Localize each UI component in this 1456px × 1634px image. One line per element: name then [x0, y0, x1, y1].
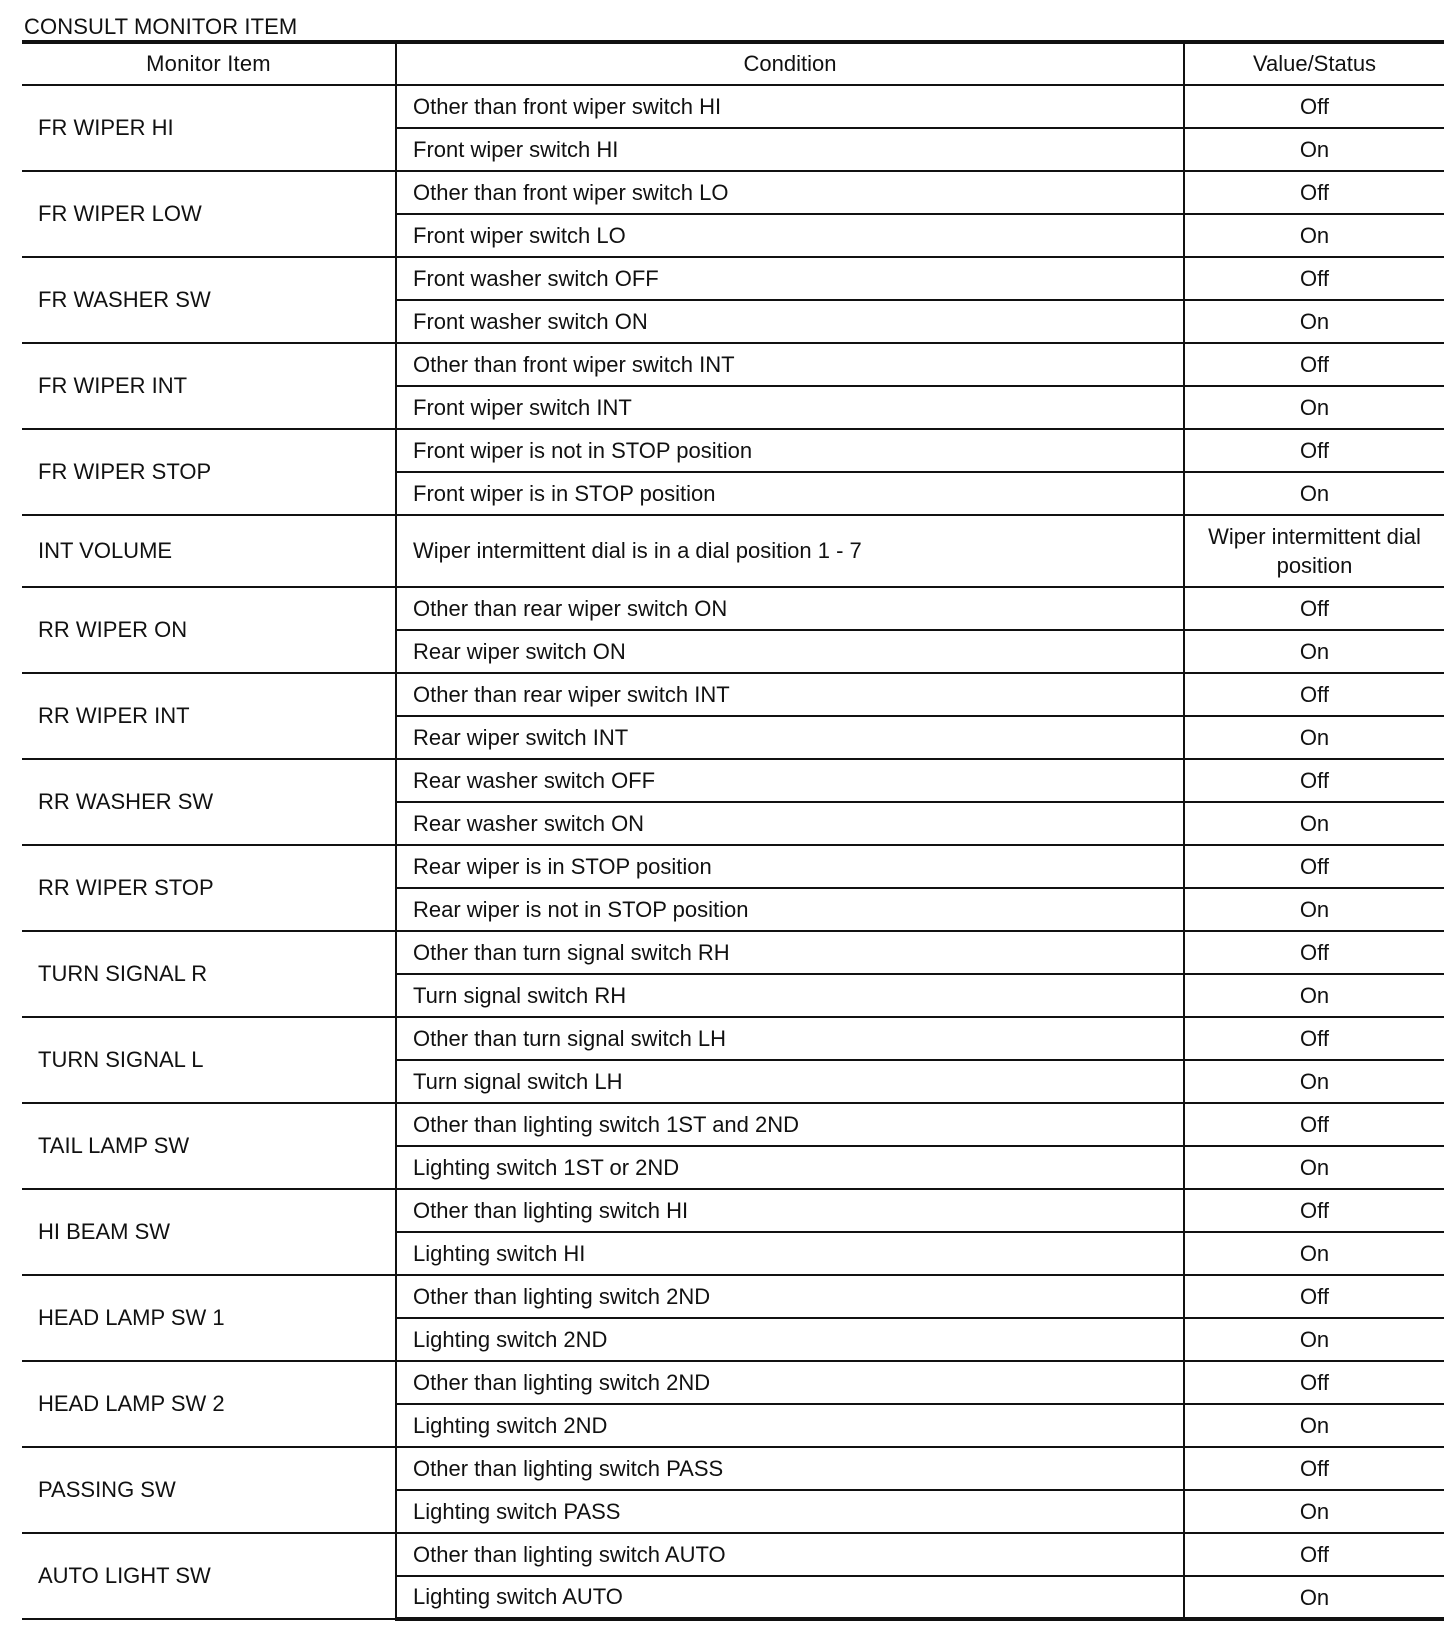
table-row [22, 845, 1444, 888]
value-status-cell: Off [1184, 257, 1444, 300]
value-status-cell: Off [1184, 85, 1444, 128]
value-status-cell: Wiper intermittent dial position [1184, 515, 1444, 587]
monitor-item-cell: HI BEAM SW [22, 1189, 396, 1275]
monitor-item-cell: RR WIPER STOP [22, 845, 396, 931]
value-status-cell: Off [1184, 931, 1444, 974]
table-header [22, 42, 1444, 85]
column-header-value-status: Value/Status [1184, 42, 1444, 85]
value-status-cell: On [1184, 716, 1444, 759]
condition-cell: Other than rear wiper switch INT [396, 673, 1184, 716]
condition-cell: Other than lighting switch 1ST and 2ND [396, 1103, 1184, 1146]
value-status-cell: On [1184, 472, 1444, 515]
condition-cell: Rear washer switch OFF [396, 759, 1184, 802]
monitor-item-cell: HEAD LAMP SW 1 [22, 1275, 396, 1361]
value-status-cell: Off [1184, 1361, 1444, 1404]
value-status-cell: On [1184, 214, 1444, 257]
value-status-cell: On [1184, 300, 1444, 343]
consult-monitor-table [22, 40, 1444, 1621]
condition-cell: Other than lighting switch AUTO [396, 1533, 1184, 1576]
condition-cell: Other than lighting switch 2ND [396, 1275, 1184, 1318]
condition-cell: Front wiper switch INT [396, 386, 1184, 429]
condition-cell: Front wiper is not in STOP position [396, 429, 1184, 472]
table-row [22, 1533, 1444, 1576]
value-status-cell: Off [1184, 171, 1444, 214]
value-status-cell: Off [1184, 1103, 1444, 1146]
value-status-cell: On [1184, 1232, 1444, 1275]
condition-cell: Other than lighting switch PASS [396, 1447, 1184, 1490]
condition-cell: Other than turn signal switch RH [396, 931, 1184, 974]
monitor-item-cell: INT VOLUME [22, 515, 396, 587]
condition-cell: Other than rear wiper switch ON [396, 587, 1184, 630]
condition-cell: Rear wiper switch INT [396, 716, 1184, 759]
condition-cell: Other than lighting switch HI [396, 1189, 1184, 1232]
table-row [22, 515, 1444, 587]
monitor-item-cell: RR WIPER INT [22, 673, 396, 759]
value-status-cell: Off [1184, 1275, 1444, 1318]
monitor-item-cell: TAIL LAMP SW [22, 1103, 396, 1189]
condition-cell: Lighting switch PASS [396, 1490, 1184, 1533]
condition-cell: Front wiper switch LO [396, 214, 1184, 257]
monitor-item-cell: FR WIPER HI [22, 85, 396, 171]
value-status-cell: Off [1184, 343, 1444, 386]
table-row [22, 1017, 1444, 1060]
monitor-item-cell: PASSING SW [22, 1447, 396, 1533]
condition-cell: Wiper intermittent dial is in a dial position 1 - 7 [396, 515, 1184, 587]
value-status-cell: Off [1184, 673, 1444, 716]
monitor-item-cell: TURN SIGNAL L [22, 1017, 396, 1103]
condition-cell: Rear wiper is not in STOP position [396, 888, 1184, 931]
condition-cell: Other than front wiper switch INT [396, 343, 1184, 386]
condition-cell: Lighting switch 2ND [396, 1404, 1184, 1447]
table-row [22, 1447, 1444, 1490]
condition-cell: Other than turn signal switch LH [396, 1017, 1184, 1060]
value-status-cell: On [1184, 888, 1444, 931]
table-row [22, 343, 1444, 386]
table-row [22, 931, 1444, 974]
monitor-item-cell: RR WIPER ON [22, 587, 396, 673]
table-row [22, 85, 1444, 128]
value-status-cell: On [1184, 128, 1444, 171]
value-status-cell: On [1184, 1060, 1444, 1103]
condition-cell: Front washer switch OFF [396, 257, 1184, 300]
column-header-monitor-item: Monitor Item [22, 42, 396, 85]
value-status-cell: Off [1184, 759, 1444, 802]
table-row [22, 1361, 1444, 1404]
table-body [22, 85, 1444, 1619]
value-status-cell: Off [1184, 1533, 1444, 1576]
monitor-item-cell: TURN SIGNAL R [22, 931, 396, 1017]
value-status-cell: On [1184, 1146, 1444, 1189]
condition-cell: Front wiper is in STOP position [396, 472, 1184, 515]
table-row [22, 1103, 1444, 1146]
condition-cell: Rear wiper switch ON [396, 630, 1184, 673]
table-row [22, 171, 1444, 214]
condition-cell: Rear wiper is in STOP position [396, 845, 1184, 888]
header-row [22, 42, 1444, 85]
value-status-cell: Off [1184, 1017, 1444, 1060]
value-status-cell: On [1184, 1576, 1444, 1619]
value-status-cell: On [1184, 1404, 1444, 1447]
column-header-condition: Condition [396, 42, 1184, 85]
table-row [22, 759, 1444, 802]
table-row [22, 1275, 1444, 1318]
value-status-cell: Off [1184, 1447, 1444, 1490]
condition-cell: Rear washer switch ON [396, 802, 1184, 845]
condition-cell: Other than lighting switch 2ND [396, 1361, 1184, 1404]
value-status-cell: Off [1184, 429, 1444, 472]
condition-cell: Other than front wiper switch LO [396, 171, 1184, 214]
value-status-cell: On [1184, 386, 1444, 429]
table-row [22, 429, 1444, 472]
condition-cell: Lighting switch 2ND [396, 1318, 1184, 1361]
condition-cell: Front wiper switch HI [396, 128, 1184, 171]
monitor-item-cell: RR WASHER SW [22, 759, 396, 845]
value-status-cell: On [1184, 802, 1444, 845]
condition-cell: Lighting switch 1ST or 2ND [396, 1146, 1184, 1189]
table-row [22, 257, 1444, 300]
value-status-cell: Off [1184, 845, 1444, 888]
monitor-item-cell: AUTO LIGHT SW [22, 1533, 396, 1619]
monitor-item-cell: HEAD LAMP SW 2 [22, 1361, 396, 1447]
table-row [22, 1189, 1444, 1232]
table-row [22, 673, 1444, 716]
table-row [22, 587, 1444, 630]
value-status-cell: On [1184, 630, 1444, 673]
value-status-cell: Off [1184, 1189, 1444, 1232]
value-status-cell: On [1184, 974, 1444, 1017]
value-status-cell: On [1184, 1490, 1444, 1533]
condition-cell: Turn signal switch RH [396, 974, 1184, 1017]
condition-cell: Lighting switch HI [396, 1232, 1184, 1275]
condition-cell: Turn signal switch LH [396, 1060, 1184, 1103]
value-status-cell: Off [1184, 587, 1444, 630]
monitor-item-cell: FR WASHER SW [22, 257, 396, 343]
monitor-item-cell: FR WIPER STOP [22, 429, 396, 515]
condition-cell: Lighting switch AUTO [396, 1576, 1184, 1619]
condition-cell: Front washer switch ON [396, 300, 1184, 343]
condition-cell: Other than front wiper switch HI [396, 85, 1184, 128]
value-status-cell: On [1184, 1318, 1444, 1361]
document-title: CONSULT MONITOR ITEM [24, 14, 298, 39]
monitor-item-cell: FR WIPER INT [22, 343, 396, 429]
monitor-item-cell: FR WIPER LOW [22, 171, 396, 257]
